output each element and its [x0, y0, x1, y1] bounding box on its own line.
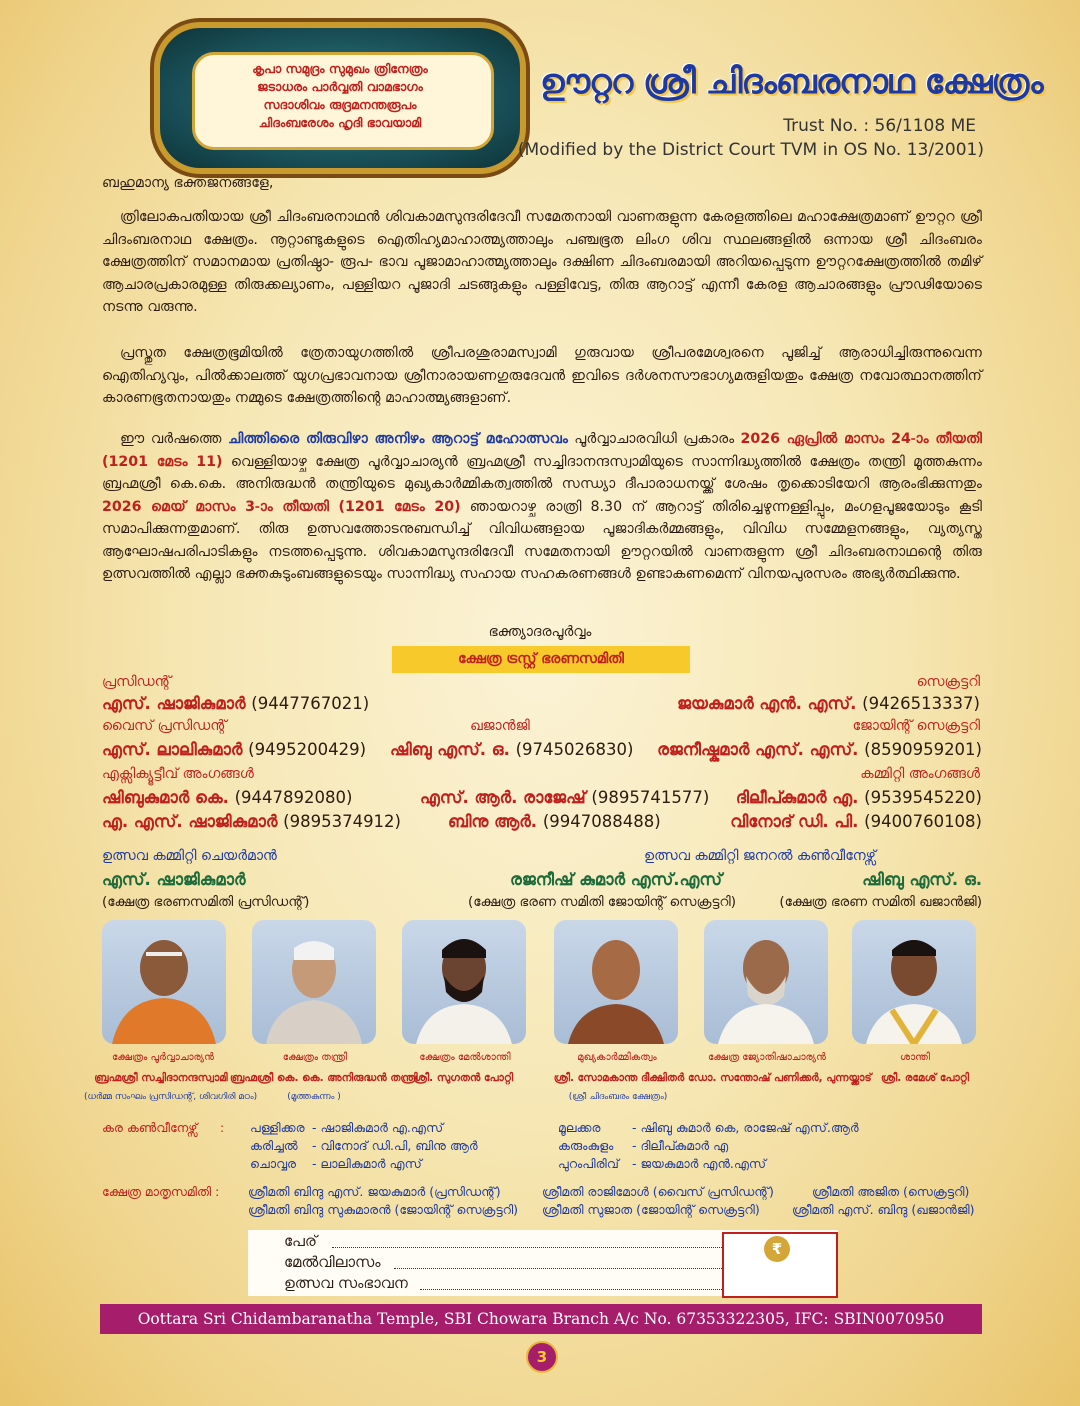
court-modification: (Modified by the District Court TVM in OS No. 13/2001): [517, 140, 984, 160]
portrait-role: ക്ഷേത്രം മേൽശാന്തി: [419, 1052, 511, 1063]
start-date: 2026 ഏപ്രിൽ മാസം 24-ാം തീയതി (1201 മേടം 11): [102, 431, 982, 470]
verse-block: [192, 60, 488, 132]
kara-place: പുറംപിരിവ്: [558, 1156, 619, 1171]
kara-row: [558, 1138, 728, 1154]
treasurer-role: ഖജാൻജി: [470, 718, 530, 734]
jsec-role: ജോയിന്റ് സെക്രട്ടറി: [852, 718, 980, 734]
vp-phone: (9495200429): [248, 740, 367, 759]
kara-label: കര കൺവീനേഴ്സ്: [102, 1120, 198, 1135]
person-icon: [252, 920, 376, 1044]
name-label: പേര്: [284, 1232, 317, 1250]
member-name: വിനോദ് ഡി. പി.: [730, 812, 859, 831]
member: [102, 812, 401, 832]
person-icon: [402, 920, 526, 1044]
address-label: മേൽവിലാസം: [284, 1253, 381, 1271]
portrait-note: (ധർമ്മ സംഘം പ്രസിഡന്റ്, ശിവഗിരി മഠം): [84, 1092, 258, 1102]
kara-colon: :: [220, 1120, 225, 1135]
kara-place: മൂലക്കര: [558, 1120, 601, 1135]
portrait-photo: [554, 920, 678, 1044]
kara-place: കരുംകുളം: [558, 1138, 614, 1153]
person-icon: [554, 920, 678, 1044]
chair-name: എസ്. ഷാജികുമാർ: [102, 870, 246, 889]
portrait-photo: [252, 920, 376, 1044]
portrait-photo: [852, 920, 976, 1044]
verse-line: സദാശിവം രുദ്രമനന്തരൂപം: [263, 97, 417, 112]
mathru-label: ക്ഷേത്ര മാതൃസമിതി :: [102, 1184, 220, 1199]
portrait-name: ഡോ. സന്തോഷ് പണിക്കർ, പുന്നയ്ക്കാട്: [688, 1072, 872, 1084]
name-field[interactable]: [332, 1247, 722, 1248]
president-name: എസ്. ഷാജികുമാർ: [102, 694, 246, 713]
portrait-name: ശ്രീ. രമേശ് പോറ്റി: [880, 1072, 970, 1084]
verse-line: ജടാധരം പാർവ്വതി വാമഭാഗം: [257, 79, 423, 94]
kara-row: [250, 1138, 478, 1154]
portrait-role: ശാന്തി: [900, 1052, 930, 1063]
executive-role: എക്സിക്യൂട്ടീവ് അംഗങ്ങൾ: [102, 766, 254, 782]
page-number: 3: [526, 1341, 558, 1373]
verse-line: ചിദംബരേശം ഹൃദി ഭാവയാമി: [258, 115, 422, 130]
paragraph-2: പ്രസ്തുത ക്ഷേത്രഭൂമിയിൽ ത്രേതായുഗത്തിൽ ശ്രീപരശുരാമസ്വാമി ഗുരുവായ ശ്രീപരമേശ്വരനെ പൂജിച്ച് ആരാധിച്ചിരുന്നുവെന്ന ഐതിഹ്യവും, പിൽക്കാലത്ത് യുഗപ്രഭാവനായ ശ്രീനാരായണഗുരുദേവൻ ഇവിടെ ദർശനസൗഭാഗ്യമരുളിയതും ക്ഷേത്ര നവോത്ഥാനത്തിന് കാരണഭൂതനായതും നമ്മുടെ ക്ഷേത്രത്തിന്റെ മാഹാത്മ്യങ്ങളാണ്.: [102, 345, 982, 406]
mathru-member: ശ്രീമതി ബിന്ദു എസ്. ജയകുമാർ (പ്രസിഡന്റ്): [248, 1184, 501, 1199]
member-name: എസ്. ആർ. രാജേഷ്: [420, 788, 586, 807]
portrait-name: ശ്രീ. സോമകാന്ത ദീക്ഷിതർ: [553, 1072, 685, 1084]
mathru-member: ശ്രീമതി അജിത (സെക്രട്ടറി): [812, 1184, 970, 1199]
secretary-name: ജയകുമാർ എൻ. എസ്.: [677, 694, 857, 713]
member-phone: (9895741577): [591, 788, 710, 807]
salutation: ബഹുമാന്യ ഭക്തജനങ്ങളേ,: [102, 175, 274, 191]
member-name: എ. എസ്. ഷാജികുമാർ: [102, 812, 278, 831]
secretary-phone: (9426513337): [862, 694, 980, 713]
secretary-role: സെക്രട്ടറി: [916, 674, 980, 690]
closing: ഭക്ത്യാദരപൂർവ്വം: [488, 624, 592, 640]
member-phone: (9895374912): [283, 812, 401, 831]
person-icon: [102, 920, 226, 1044]
mathru-member: ശ്രീമതി രാജിമോൾ (വൈസ് പ്രസിഡന്റ്): [542, 1184, 774, 1199]
mathru-member: ശ്രീമതി ബിന്ദു സുകുമാരൻ (ജോയിന്റ് സെക്രട്ടറി): [248, 1202, 519, 1217]
jsec-phone: (8590959201): [864, 740, 982, 759]
portrait-photo: [704, 920, 828, 1044]
portrait-role: ക്ഷേത്ര ജ്യോതിഷാചാര്യൻ: [708, 1052, 826, 1063]
kara-row: [558, 1120, 859, 1136]
kara-names: - ഷിബു കുമാർ കെ, രാജേഷ് എസ്.ആർ: [632, 1120, 859, 1135]
donation-label: ഉത്സവ സംഭാവന: [284, 1274, 408, 1292]
portrait-photo: [402, 920, 526, 1044]
portrait-name: ശ്രീ. സുഗതൻ പോറ്റി: [412, 1072, 514, 1084]
vp-role: വൈസ് പ്രസിഡന്റ്: [102, 718, 227, 734]
paragraph-1: ത്രിലോകപതിയായ ശ്രീ ചിദംബരനാഥൻ ശിവകാമസുന്ദരിദേവീ സമേതനായി വാണരുളുന്ന കേരളത്തിലെ മഹാക്ഷേത്രമാണ് ഊറ്ററ ശ്രീ ചിദംബരനാഥ ക്ഷേത്രം. നൂറ്റാണ്ടുകളുടെ ഐതിഹ്യമാഹാത്മ്യത്താലും പഞ്ചഭൂത ലിംഗ ശിവ സ്ഥലങ്ങളിൽ ഒന്നായ ശ്രീ ചിദംബരം ക്ഷേത്രത്തിന് സമാനമായ പ്രതിഷ്ഠാ- രൂപ- ഭാവ പൂജാമാഹാത്മ്യത്താലും ദക്ഷിണ ചിദംബരമായി അറിയപ്പെടുന്ന ഊറ്ററക്ഷേത്രത്തിൽ തമിഴ് ആചാരപ്രകാരമുള്ള തിരുക്കല്യാണം, പള്ളിയറ പൂജാദി ചടങ്ങുകളും പള്ളിവേട്ട, തിരു ആറാട്ട് എന്നീ കേരള ആചാരങ്ങളും പ്രൗഢിയോടെ നടന്നു വരുന്നു.: [102, 209, 982, 315]
temple-title: ഊറ്ററ ശ്രീ ചിദംബരനാഥ ക്ഷേത്രം: [540, 62, 1043, 102]
kara-names: - ജയകുമാർ എൻ.എസ്: [632, 1156, 767, 1171]
president-role: പ്രസിഡന്റ്: [102, 674, 172, 690]
president-phone: (9447767021): [251, 694, 370, 713]
convener-1-sub: (ക്ഷേത്ര ഭരണ സമിതി ജോയിന്റ് സെക്രട്ടറി): [468, 894, 736, 910]
member: [730, 812, 982, 832]
mathru-member: ശ്രീമതി എസ്. ബിന്ദു (ഖജാൻജി): [792, 1202, 975, 1217]
committee-band: ക്ഷേത്ര ട്രസ്റ്റ് ഭരണസമിതി: [392, 646, 690, 673]
convener-2-name: ഷിബു എസ്. ഒ.: [862, 870, 982, 889]
kara-row: [250, 1120, 443, 1136]
convener-2-sub: (ക്ഷേത്ര ഭരണ സമിതി ഖജാൻജി): [779, 894, 982, 910]
portrait-role: മുഖ്യകാർമ്മികത്വം: [577, 1052, 657, 1063]
joint-secretary: [657, 740, 982, 760]
portrait-name: ബ്രഹ്മശ്രീ സച്ചിദാനന്ദസ്വാമി: [94, 1072, 228, 1084]
portrait-name: ബ്രഹ്മശ്രീ കെ. കെ. അനിരുദ്ധൻ തന്ത്രി: [230, 1072, 418, 1084]
member-phone: (9447892080): [234, 788, 353, 807]
chair-role: ഉത്സവ കമ്മിറ്റി ചെയർമാൻ: [102, 848, 277, 864]
person-icon: [852, 920, 976, 1044]
kara-names: - ദിലീപ്കുമാർ എ: [632, 1138, 729, 1153]
trust-number: Trust No. : 56/1108 ME: [783, 116, 976, 136]
member: [448, 812, 661, 832]
donation-field[interactable]: [420, 1289, 722, 1290]
person-icon: [704, 920, 828, 1044]
kara-place: ചൊവ്വര: [250, 1156, 296, 1171]
member: [102, 788, 352, 808]
member: [420, 788, 709, 808]
kara-names: - വിനോദ് ഡി.പി, ബിനു ആർ: [312, 1138, 478, 1153]
treasurer-phone: (9745026830): [515, 740, 634, 759]
portrait-role: ക്ഷേത്രം തന്ത്രി: [282, 1052, 348, 1063]
chair-sub: (ക്ഷേത്ര ഭരണസമിതി പ്രസിഡന്റ്): [102, 894, 310, 910]
kara-place: പള്ളിക്കര: [250, 1120, 305, 1135]
member-phone: (9947088488): [542, 812, 661, 831]
festival-name: ചിത്തിരൈ തിരുവിഴാ അനിഴം ആറാട്ട് മഹോത്സവം: [228, 431, 568, 447]
verse-line: കൃപാ സമുദ്രം സുമുഖം ത്രിനേത്രം: [252, 61, 428, 76]
kara-row: [558, 1156, 766, 1172]
convener-1-name: രജനീഷ് കുമാർ എസ്.എസ്: [510, 870, 723, 889]
kara-names: - ഷാജികുമാർ എ.എസ്: [312, 1120, 444, 1135]
committee-members-role: കമ്മിറ്റി അംഗങ്ങൾ: [860, 766, 980, 782]
kara-row: [250, 1156, 422, 1172]
portrait-note: (ശ്രീ ചിദംബരം ക്ഷേത്രം): [568, 1092, 668, 1102]
member-name: ദിലീപ്കുമാർ എ.: [735, 788, 859, 807]
jsec-name: രജനീഷ്കുമാർ എസ്. എസ്.: [657, 740, 859, 759]
treasurer-name: ഷിബു എസ്. ഒ.: [390, 740, 510, 759]
portrait-note: (മൂത്തകുന്നം ): [287, 1092, 341, 1102]
p3-text: ഞായറാഴ്ച രാത്രി 8.30 ന് ആറാട്ട് തിരിച്ചെഴുന്നള്ളിപ്പും, മംഗളപൂജയോടും കൂടി സമാപിക്കുന്നതുമാണ്. തിരു ഉത്സവത്തോടനുബന്ധിച്ച് വിവിധങ്ങളായ പൂജാദികർമ്മങ്ങളും, വിവിധ സമ്മേളനങ്ങളും, വ്യത്യസ്ത ആഘോഷപരിപാടികളും നടത്തപ്പെടുന്നു. ശിവകാമസുന്ദരിദേവീ സമേതനായി ഊറ്ററയിൽ വാണരുളുന്ന ശ്രീ ചിദംബരനാഥന്റെ തിരു ഉത്സവത്തിൽ എല്ലാ ഭക്തകുടുംബങ്ങളുടെയും സാന്നിദ്ധ്യ സഹായ സഹകരണങ്ങൾ ഉണ്ടാകണമെന്ന് വിനയപുരസരം അഭ്യർത്ഥിക്കുന്നു.: [102, 498, 982, 582]
kara-names: - ലാലികുമാർ എസ്: [312, 1156, 422, 1171]
member-name: ഷിബുകുമാർ കെ.: [102, 788, 229, 807]
p3-text: ഈ വർഷത്തെ: [120, 431, 228, 447]
bank-footer: Oottara Sri Chidambaranatha Temple, SBI Chowara Branch A/c No. 67353322305, IFC: SBIN0070950: [100, 1304, 982, 1334]
convener-role: ഉത്സവ കമ്മിറ്റി ജനറൽ കൺവീനേഴ്സ്: [644, 848, 876, 864]
paragraph-3: [102, 428, 982, 586]
mathru-member: ശ്രീമതി സുജാത (ജോയിന്റ് സെക്രട്ടറി): [542, 1202, 760, 1217]
p3-text: പൂർവ്വാചാരവിധി പ്രകാരം: [567, 431, 741, 447]
portrait-photo: [102, 920, 226, 1044]
portrait-role: ക്ഷേത്രം പൂർവ്വാചാര്യൻ: [112, 1052, 214, 1063]
secretary: [677, 694, 980, 714]
end-date: 2026 മെയ് മാസം 3-ാം തീയതി (1201 മേടം 20): [102, 498, 461, 515]
p3-text: വെള്ളിയാഴ്ച ക്ഷേത്ര പൂർവ്വാചാര്യൻ ബ്രഹ്മശ്രീ സച്ചിദാനന്ദസ്വാമിയുടെ സാന്നിദ്ധ്യത്തിൽ ക്ഷേത്രം തന്ത്രി മൂത്തകുന്നം ബ്രഹ്മശ്രീ കെ.കെ. അനിരുദ്ധൻ തന്ത്രിയുടെ മുഖ്യകാർമ്മികത്വത്തിൽ സന്ധ്യാ ദീപാരാധനയ്ക്ക് ശേഷം തൃക്കൊടിയേറി ആരംഭിക്കുന്നതും: [102, 453, 982, 492]
address-field[interactable]: [394, 1268, 722, 1269]
kara-place: കരിച്ചൽ: [250, 1138, 298, 1153]
member-name: ബിനു ആർ.: [448, 812, 538, 831]
member-phone: (9539545220): [864, 788, 982, 807]
rupee-icon: ₹: [764, 1236, 790, 1262]
vp-name: എസ്. ലാലികുമാർ: [102, 740, 243, 759]
president: [102, 694, 369, 714]
treasurer: [390, 740, 633, 760]
vice-president: [102, 740, 366, 760]
member: [736, 788, 982, 808]
member-phone: (9400760108): [864, 812, 982, 831]
